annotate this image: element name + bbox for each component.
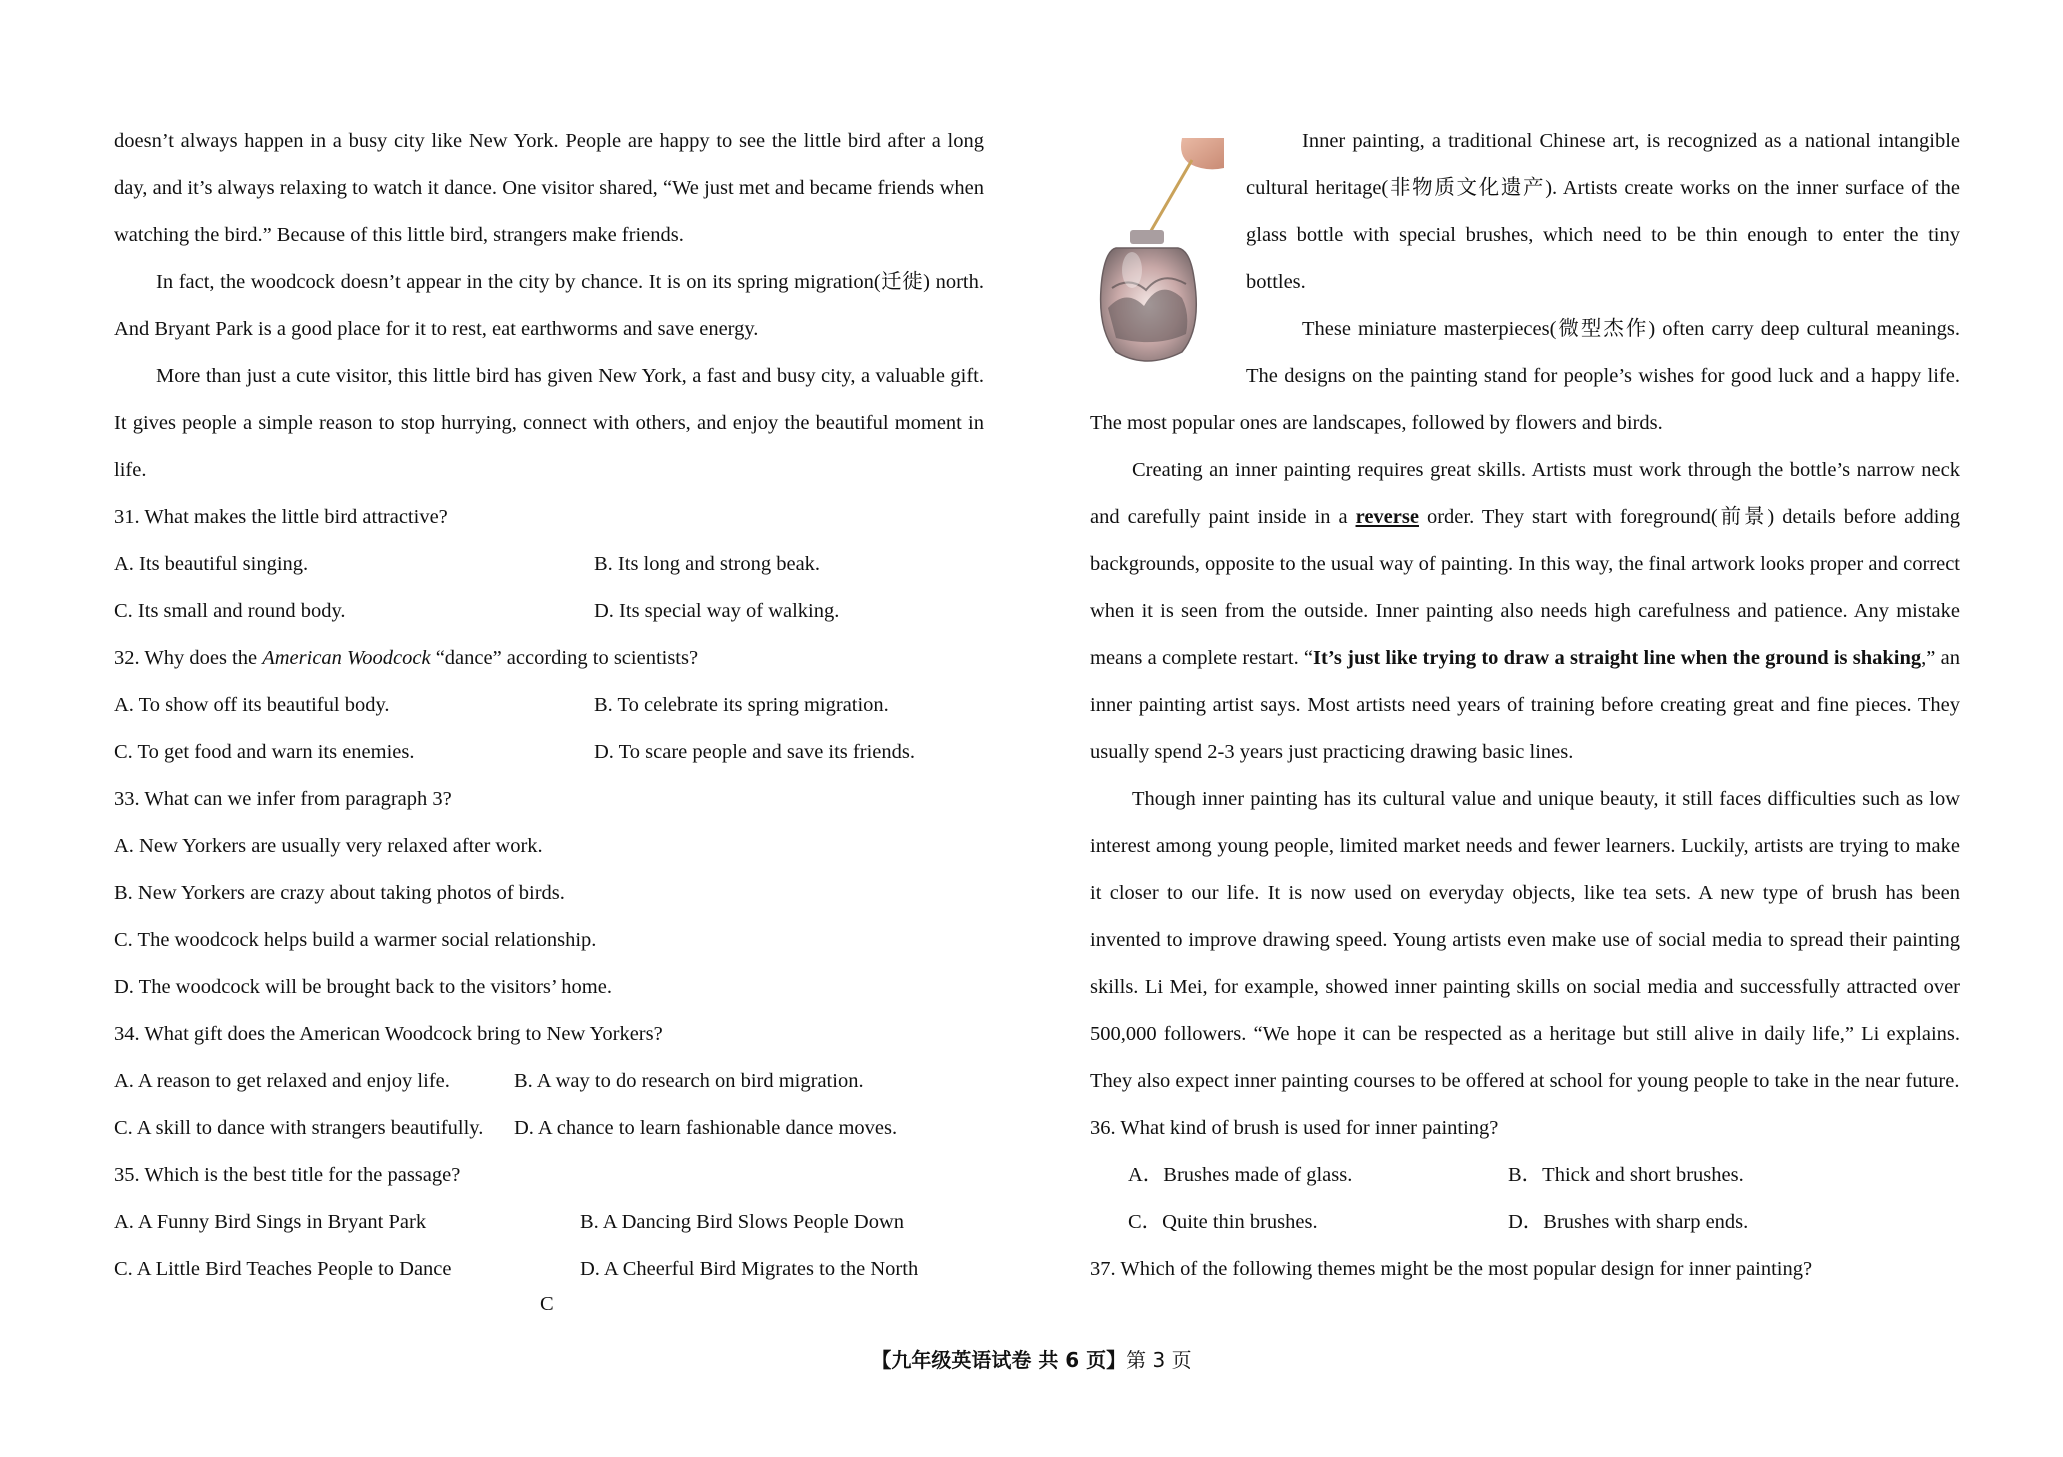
option-c: C．Quite thin brushes. xyxy=(1128,1211,1318,1233)
paragraph xyxy=(1090,447,1960,776)
option-d: D. The woodcock will be brought back to the visitors’ home. xyxy=(114,976,612,998)
question-35 xyxy=(114,1152,984,1293)
option-c: C. The woodcock helps build a warmer social relationship. xyxy=(114,929,597,951)
question-text: 34. What gift does the American Woodcock bring to New Yorkers? xyxy=(114,1023,663,1045)
underlined-word: reverse xyxy=(1355,506,1419,528)
question-text: 35. Which is the best title for the passage? xyxy=(114,1164,461,1186)
option-b: B．Thick and short brushes. xyxy=(1508,1164,1744,1186)
question-text: 31. What makes the little bird attractive? xyxy=(114,506,448,528)
option-c: C. A skill to dance with strangers beautifully. xyxy=(114,1117,484,1139)
paragraph: These miniature masterpieces(微型杰作) often carry deep cultural meanings. The designs on the painting stand for people’s wishes for good luck and a happy life. The most popular ones are landscapes, followed by flowers and birds. xyxy=(1090,318,1960,434)
question-text xyxy=(114,635,984,682)
question-italic: American Woodcock xyxy=(262,647,431,669)
question-text-part: 32. Why does the xyxy=(114,647,263,669)
question-33 xyxy=(114,776,984,1011)
option-b: B. To celebrate its spring migration. xyxy=(594,694,889,716)
option-d: D．Brushes with sharp ends. xyxy=(1508,1211,1749,1233)
option-a: A. A reason to get relaxed and enjoy life. xyxy=(114,1070,450,1092)
snuff-bottle-image xyxy=(1086,138,1236,368)
paragraph: Though inner painting has its cultural value and unique beauty, it still faces difficulties such as low interest among young people, limited market needs and fewer learners. Luckily, artists are trying to make it closer to our life. It is now used on everyday objects, like tea sets. A new type of brush has been invented to improve drawing speed. Young artists even make use of social media to spread their painting skills. Li Mei, for example, showed inner painting skills on social media and successfully attracted over 500,000 followers. “We hope it can be respected as a heritage but still alive in daily life,” Li explains. They also expect inner painting courses to be offered at school for young people to take in the near future. xyxy=(1090,788,1960,1092)
option-d: D. A Cheerful Bird Migrates to the North xyxy=(580,1258,919,1280)
option-b: B. A way to do research on bird migration. xyxy=(514,1070,864,1092)
question-32 xyxy=(114,635,984,776)
paragraph: More than just a cute visitor, this little bird has given New York, a fast and busy city, a valuable gift. It gives people a simple reason to stop hurrying, connect with others, and enjoy the beautiful moment in life. xyxy=(114,365,984,481)
paragraph-text: Creating an inner painting requires great skills. Artists must work through the bottle’s narrow neck and carefully paint inside in a xyxy=(1090,459,1960,528)
option-b: B. New Yorkers are crazy about taking photos of birds. xyxy=(114,882,565,904)
option-a: A．Brushes made of glass. xyxy=(1128,1164,1353,1186)
question-text: 36. What kind of brush is used for inner painting? xyxy=(1090,1117,1499,1139)
option-c: C. Its small and round body. xyxy=(114,600,346,622)
snuff-bottle-icon xyxy=(1086,138,1236,368)
paragraph: Inner painting, a traditional Chinese art, is recognized as a national intangible cultural heritage(非物质文化遗产). Artists create works on the inner surface of the glass bottle with special brushes, which need to be thin enough to enter the tiny bottles. xyxy=(1246,130,1960,293)
right-column xyxy=(1090,118,1960,1293)
footer-title: 【九年级英语试卷 共 6 页】 xyxy=(871,1348,1127,1372)
option-d: D. Its special way of walking. xyxy=(594,600,840,622)
paragraph: doesn’t always happen in a busy city like New York. People are happy to see the little bird after a long day, and it’s always relaxing to watch it dance. One visitor shared, “We just met and became friends when watching the bird.” Because of this little bird, strangers make friends. xyxy=(114,130,984,246)
option-b: B. Its long and strong beak. xyxy=(594,553,821,575)
paragraph-text: ,” an inner painting artist says. Most artists need years of training before creating great and fine pieces. They usually spend 2-3 years just practicing drawing basic lines. xyxy=(1090,647,1960,763)
page-footer xyxy=(0,1344,2063,1373)
option-b: B. A Dancing Bird Slows People Down xyxy=(580,1211,905,1233)
footer-page-number: 第 3 页 xyxy=(1126,1348,1192,1372)
question-34 xyxy=(114,1011,984,1152)
question-37: 37. Which of the following themes might be the most popular design for inner painting? xyxy=(1090,1258,1813,1280)
option-c: C. A Little Bird Teaches People to Dance xyxy=(114,1258,452,1280)
option-c: C. To get food and warn its enemies. xyxy=(114,741,415,763)
paragraph: In fact, the woodcock doesn’t appear in the city by chance. It is on its spring migration(迁徙) north. And Bryant Park is a good place for it to rest, eat earthworms and save energy. xyxy=(114,271,984,340)
option-a: A. To show off its beautiful body. xyxy=(114,694,390,716)
question-36 xyxy=(1090,1105,1960,1246)
paragraph-text: order. They start with foreground(前景) details before adding backgrounds, opposite to the usual way of painting. In this way, the final artwork looks proper and correct when it is seen from the outside. Inner painting also needs high carefulness and patience. Any mistake means a complete restart. “ xyxy=(1090,506,1960,669)
option-d: D. To scare people and save its friends. xyxy=(594,741,915,763)
question-text: 33. What can we infer from paragraph 3? xyxy=(114,788,452,810)
left-column xyxy=(114,118,984,1319)
option-a: A. Its beautiful singing. xyxy=(114,553,309,575)
question-31 xyxy=(114,494,984,635)
bold-quote: It’s just like trying to draw a straight line when the ground is shaking xyxy=(1313,647,1922,669)
option-d: D. A chance to learn fashionable dance moves. xyxy=(514,1117,898,1139)
section-letter: C xyxy=(540,1293,554,1315)
option-a: A. New Yorkers are usually very relaxed after work. xyxy=(114,835,543,857)
option-a: A. A Funny Bird Sings in Bryant Park xyxy=(114,1211,427,1233)
question-text-part: “dance” according to scientists? xyxy=(430,647,699,669)
